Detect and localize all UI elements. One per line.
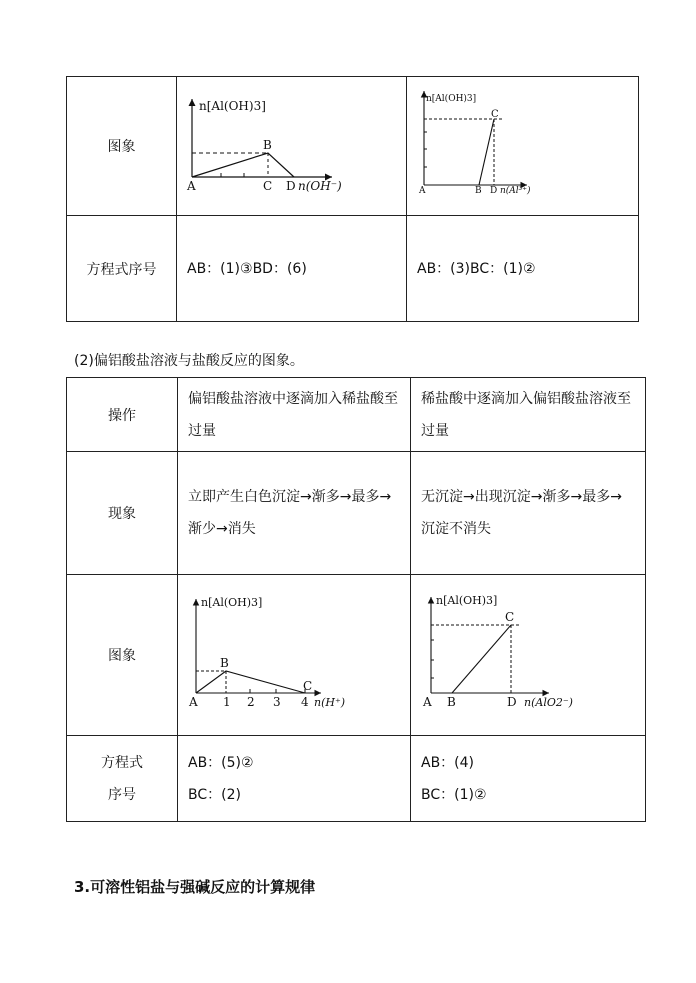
text-line: 偏铝酸盐溶液中逐滴加入稀盐酸至 [188, 390, 398, 407]
point-label-b: B [220, 656, 229, 670]
equation-right: AB：(3)BC：(1)② [407, 216, 639, 322]
point-label-c: C [303, 679, 313, 693]
point-label-b: B [447, 695, 456, 709]
text-line: 渐少→消失 [188, 521, 256, 537]
text-line: 立即产生白色沉淀→渐多→最多→ [188, 489, 392, 505]
y-axis-label: n[Al(OH)3] [199, 99, 266, 113]
phenomenon-left [178, 452, 411, 575]
graph-cell-left [178, 575, 411, 736]
curve [192, 153, 294, 177]
point-label-d: D [490, 186, 498, 196]
point-label-c: C [263, 179, 273, 193]
graph-oh-titration [177, 77, 407, 211]
point-label-a: A [189, 695, 198, 709]
point-label-a: A [419, 186, 426, 196]
text-line: 过量 [188, 422, 216, 439]
row-label-phenomenon: 现象 [67, 452, 178, 575]
table-row [67, 736, 646, 822]
tick-label: 2 [247, 695, 255, 709]
graph-cell-left [177, 77, 407, 216]
point-label-b: B [263, 138, 272, 152]
row-label-image: 图象 [67, 575, 178, 736]
table-aluminate-acid [66, 377, 646, 822]
table-row [67, 575, 646, 736]
row-label-equation [67, 736, 178, 822]
curve [452, 625, 511, 693]
text-line: 沉淀不消失 [421, 521, 491, 537]
point-label-c: C [491, 109, 499, 120]
x-axis-label: n(Al³⁺) [500, 186, 531, 196]
operation-right [411, 378, 646, 452]
text-line: BC：(2) [188, 786, 241, 803]
table-row [67, 77, 639, 216]
text-line: 稀盐酸中逐滴加入偏铝酸盐溶液至 [421, 390, 631, 407]
section-heading: 3.可溶性铝盐与强碱反应的计算规律 [74, 878, 316, 896]
y-axis-label: n[Al(OH)3] [426, 94, 477, 104]
row-label-equation: 方程式序号 [67, 216, 177, 322]
point-label-b: B [475, 186, 482, 196]
table-row [67, 452, 646, 575]
curve [479, 119, 494, 185]
x-axis-label: n(OH⁻) [298, 179, 342, 193]
x-axis-label: n(H⁺) [314, 696, 346, 709]
point-label-a: A [187, 179, 196, 193]
graph-cell-right [411, 575, 646, 736]
point-label-d: D [507, 695, 517, 709]
graph-cell-right [407, 77, 639, 216]
y-axis-label: n[Al(OH)3] [436, 594, 498, 607]
point-label-a: A [423, 695, 432, 709]
text-line: 序号 [108, 786, 136, 803]
row-label-image: 图象 [67, 77, 177, 216]
text-line: 无沉淀→出现沉淀→渐多→最多→ [421, 489, 622, 505]
operation-left [178, 378, 411, 452]
point-label-c: C [505, 610, 515, 624]
tick-label: 4 [301, 695, 309, 709]
graph-alo2-titration [411, 575, 646, 731]
graph-h-titration [178, 575, 411, 731]
equation-left: AB：(1)③BD：(6) [177, 216, 407, 322]
table-row [67, 378, 646, 452]
table-aluminum-salt-base [66, 76, 639, 322]
x-axis-label: n(AlO2⁻) [524, 696, 573, 709]
equation-left [178, 736, 411, 822]
tick-label: 3 [273, 695, 281, 709]
row-label-operation: 操作 [67, 378, 178, 452]
table-row [67, 216, 639, 322]
text-line: 方程式 [101, 754, 143, 771]
graph-al-titration [407, 77, 639, 211]
section-caption: (2)偏铝酸盐溶液与盐酸反应的图象。 [74, 353, 304, 369]
text-line: AB：(5)② [188, 754, 254, 771]
y-axis-label: n[Al(OH)3] [201, 596, 263, 609]
point-label-d: D [286, 179, 296, 193]
phenomenon-right [411, 452, 646, 575]
text-line: BC：(1)② [421, 786, 487, 803]
text-line: AB：(4) [421, 754, 475, 771]
tick-label: 1 [223, 695, 231, 709]
text-line: 过量 [421, 422, 449, 439]
equation-right [411, 736, 646, 822]
